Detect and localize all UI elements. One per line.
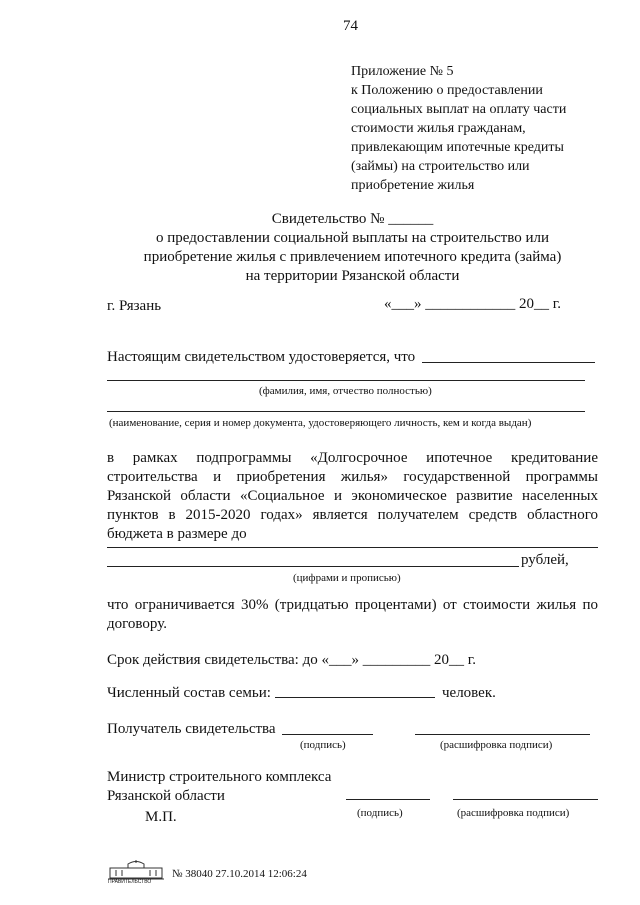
recipient-name-line[interactable] xyxy=(422,362,595,363)
amount-line-1[interactable] xyxy=(107,547,598,548)
certify-text: Настоящим свидетельством удостоверяется, что xyxy=(107,349,416,365)
recipient-decode-caption: (расшифровка подписи) xyxy=(440,739,553,751)
limit-line-2: договору. xyxy=(107,616,167,632)
appendix-title: Приложение № 5 xyxy=(351,64,454,79)
government-logo xyxy=(106,859,166,885)
page-number: 74 xyxy=(343,18,358,34)
body-line-2: строительства и приобретения жилья» государственной программы xyxy=(107,469,598,485)
minister-signature-line[interactable] xyxy=(346,799,430,800)
heading-line: приобретение жилья с привлечением ипотечного кредита (займа) xyxy=(143,249,562,265)
recipient-sign-caption: (подпись) xyxy=(300,739,346,751)
body-line-1: в рамках подпрограммы «Долгосрочное ипотечное кредитование xyxy=(107,450,598,466)
recipient-label: Получатель свидетельства xyxy=(107,721,276,737)
body-line-5: бюджета в размере до xyxy=(107,526,247,542)
appendix-line: к Положению о предоставлении xyxy=(351,83,543,98)
document-caption: (наименование, серия и номер документа, удостоверяющего личность, кем и когда выдан) xyxy=(109,417,532,429)
identity-document-line[interactable] xyxy=(107,411,585,412)
body-line-4: пунктов в 2015-2020 годах» является получателем средств областного xyxy=(107,507,598,523)
recipient-decode-line[interactable] xyxy=(415,734,590,735)
appendix-line: приобретение жилья xyxy=(351,178,475,193)
appendix-line: привлекающим ипотечные кредиты xyxy=(351,140,564,155)
minister-region: Рязанской области xyxy=(107,788,225,804)
logo-caption: ПРАВИТЕЛЬСТВО xyxy=(108,879,152,885)
heading-line: на территории Рязанской области xyxy=(245,268,460,284)
body-line-3: Рязанской области «Социальное и экономическое развитие населенных xyxy=(107,488,598,504)
minister-sign-caption: (подпись) xyxy=(357,807,403,819)
validity-line: Срок действия свидетельства: до «___» _________ 20__ г. xyxy=(107,652,476,668)
appendix-line: стоимости жилья гражданам, xyxy=(351,121,526,136)
limit-line-1: что ограничивается 30% (тридцатью процентами) от стоимости жилья по xyxy=(107,597,598,613)
family-label: Численный состав семьи: xyxy=(107,685,271,701)
rubles-label: рублей, xyxy=(521,552,569,568)
appendix-line: (займы) на строительство или xyxy=(351,159,530,174)
heading-title: Свидетельство № ______ xyxy=(271,211,434,227)
heading-line: о предоставлении социальной выплаты на строительство или xyxy=(156,230,549,246)
recipient-signature-line[interactable] xyxy=(282,734,373,735)
fio-caption: (фамилия, имя, отчество полностью) xyxy=(259,385,432,397)
issue-date-line: «___» ____________ 20__ г. xyxy=(384,296,561,312)
stamp-place: М.П. xyxy=(145,809,177,825)
minister-title: Министр строительного комплекса xyxy=(107,769,332,785)
minister-decode-caption: (расшифровка подписи) xyxy=(457,807,570,819)
amount-line-2[interactable] xyxy=(107,566,519,567)
minister-decode-line[interactable] xyxy=(453,799,598,800)
city: г. Рязань xyxy=(107,298,162,314)
appendix-line: социальных выплат на оплату части xyxy=(351,102,567,117)
family-suffix: человек. xyxy=(442,685,496,701)
recipient-name-line-2[interactable] xyxy=(107,380,585,381)
certificate-heading xyxy=(100,210,605,286)
appendix-block xyxy=(351,62,566,195)
registration-stamp: № 38040 27.10.2014 12:06:24 xyxy=(172,868,307,880)
family-count-line[interactable] xyxy=(275,697,435,698)
amount-caption: (цифрами и прописью) xyxy=(293,572,401,584)
